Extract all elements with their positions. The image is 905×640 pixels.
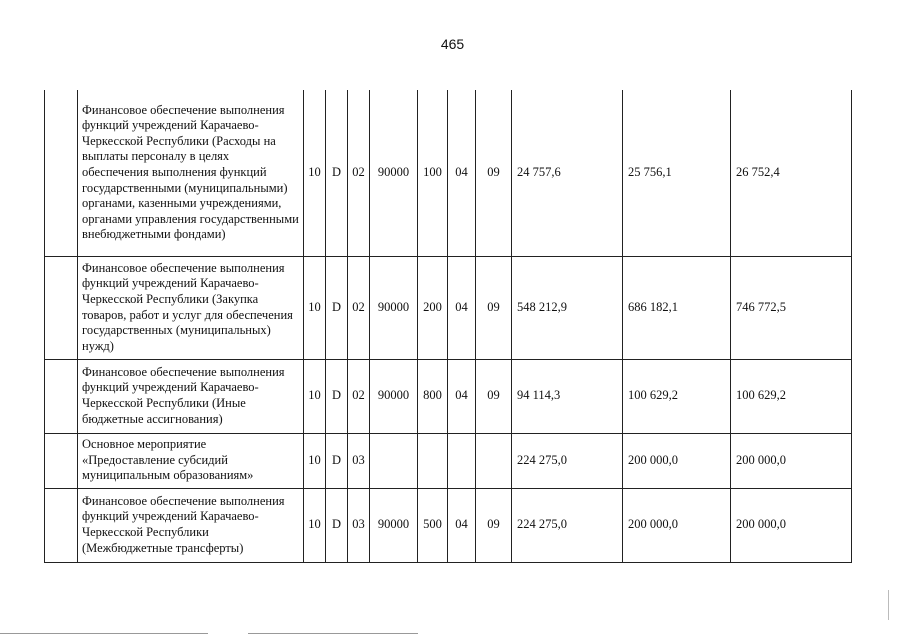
table-row <box>45 433 852 488</box>
row-gutter-cell <box>45 433 78 488</box>
value-cell-3: 26 752,4 <box>731 90 852 256</box>
row-description: Основное мероприятие «Предоставление субсидий муниципальным образованиям» <box>78 433 304 488</box>
value-cell-3: 100 629,2 <box>731 359 852 433</box>
code-cell-6: 04 <box>448 488 476 562</box>
code-cell-6: 04 <box>448 359 476 433</box>
code-cell-3: 02 <box>348 359 370 433</box>
code-cell-2: D <box>326 433 348 488</box>
value-cell-1: 94 114,3 <box>512 359 623 433</box>
value-cell-2: 100 629,2 <box>623 359 731 433</box>
code-cell-7 <box>476 433 512 488</box>
value-cell-1: 548 212,9 <box>512 256 623 359</box>
row-description: Финансовое обеспечение выполнения функций учреждений Карачаево-Черкесской Республики (Закупка товаров, работ и услуг для обеспечения государственных (муниципальных) нужд) <box>78 256 304 359</box>
code-cell-3: 02 <box>348 256 370 359</box>
value-cell-2: 25 756,1 <box>623 90 731 256</box>
value-cell-2: 686 182,1 <box>623 256 731 359</box>
value-cell-1: 224 275,0 <box>512 433 623 488</box>
code-cell-2: D <box>326 359 348 433</box>
code-cell-5: 100 <box>418 90 448 256</box>
row-description: Финансовое обеспечение выполнения функций учреждений Карачаево-Черкесской Республики (Межбюджетные трансферты) <box>78 488 304 562</box>
budget-table <box>44 90 852 563</box>
value-cell-1: 224 275,0 <box>512 488 623 562</box>
scan-margin-mark <box>888 590 889 620</box>
row-gutter-cell <box>45 359 78 433</box>
code-cell-6: 04 <box>448 256 476 359</box>
row-description: Финансовое обеспечение выполнения функций учреждений Карачаево-Черкесской Республики (Расходы на выплаты персоналу в целях обеспечения выполнения функций государственными (муниципальными) органами, казенными учреждениями, органами управления государственными внебюджетными фондами) <box>78 90 304 256</box>
code-cell-7: 09 <box>476 488 512 562</box>
code-cell-3: 03 <box>348 488 370 562</box>
code-cell-5: 200 <box>418 256 448 359</box>
code-cell-4: 90000 <box>370 359 418 433</box>
value-cell-2: 200 000,0 <box>623 488 731 562</box>
table-row <box>45 488 852 562</box>
table-row <box>45 256 852 359</box>
row-gutter-cell <box>45 90 78 256</box>
value-cell-1: 24 757,6 <box>512 90 623 256</box>
scan-footer-line <box>248 633 418 634</box>
code-cell-3: 02 <box>348 90 370 256</box>
code-cell-2: D <box>326 90 348 256</box>
code-cell-4: 90000 <box>370 90 418 256</box>
value-cell-2: 200 000,0 <box>623 433 731 488</box>
code-cell-7: 09 <box>476 256 512 359</box>
code-cell-5: 500 <box>418 488 448 562</box>
row-gutter-cell <box>45 488 78 562</box>
code-cell-3: 03 <box>348 433 370 488</box>
code-cell-5: 800 <box>418 359 448 433</box>
page-number: 465 <box>440 36 465 52</box>
code-cell-1: 10 <box>304 90 326 256</box>
code-cell-2: D <box>326 488 348 562</box>
scan-footer-line <box>0 633 208 634</box>
value-cell-3: 200 000,0 <box>731 488 852 562</box>
row-description: Финансовое обеспечение выполнения функций учреждений Карачаево-Черкесской Республики (Иные бюджетные ассигнования) <box>78 359 304 433</box>
code-cell-6: 04 <box>448 90 476 256</box>
code-cell-4: 90000 <box>370 256 418 359</box>
code-cell-2: D <box>326 256 348 359</box>
row-gutter-cell <box>45 256 78 359</box>
code-cell-1: 10 <box>304 359 326 433</box>
code-cell-7: 09 <box>476 359 512 433</box>
table-row <box>45 90 852 256</box>
code-cell-4 <box>370 433 418 488</box>
code-cell-4: 90000 <box>370 488 418 562</box>
value-cell-3: 200 000,0 <box>731 433 852 488</box>
value-cell-3: 746 772,5 <box>731 256 852 359</box>
code-cell-1: 10 <box>304 433 326 488</box>
code-cell-1: 10 <box>304 488 326 562</box>
code-cell-1: 10 <box>304 256 326 359</box>
code-cell-7: 09 <box>476 90 512 256</box>
code-cell-5 <box>418 433 448 488</box>
code-cell-6 <box>448 433 476 488</box>
table-row <box>45 359 852 433</box>
